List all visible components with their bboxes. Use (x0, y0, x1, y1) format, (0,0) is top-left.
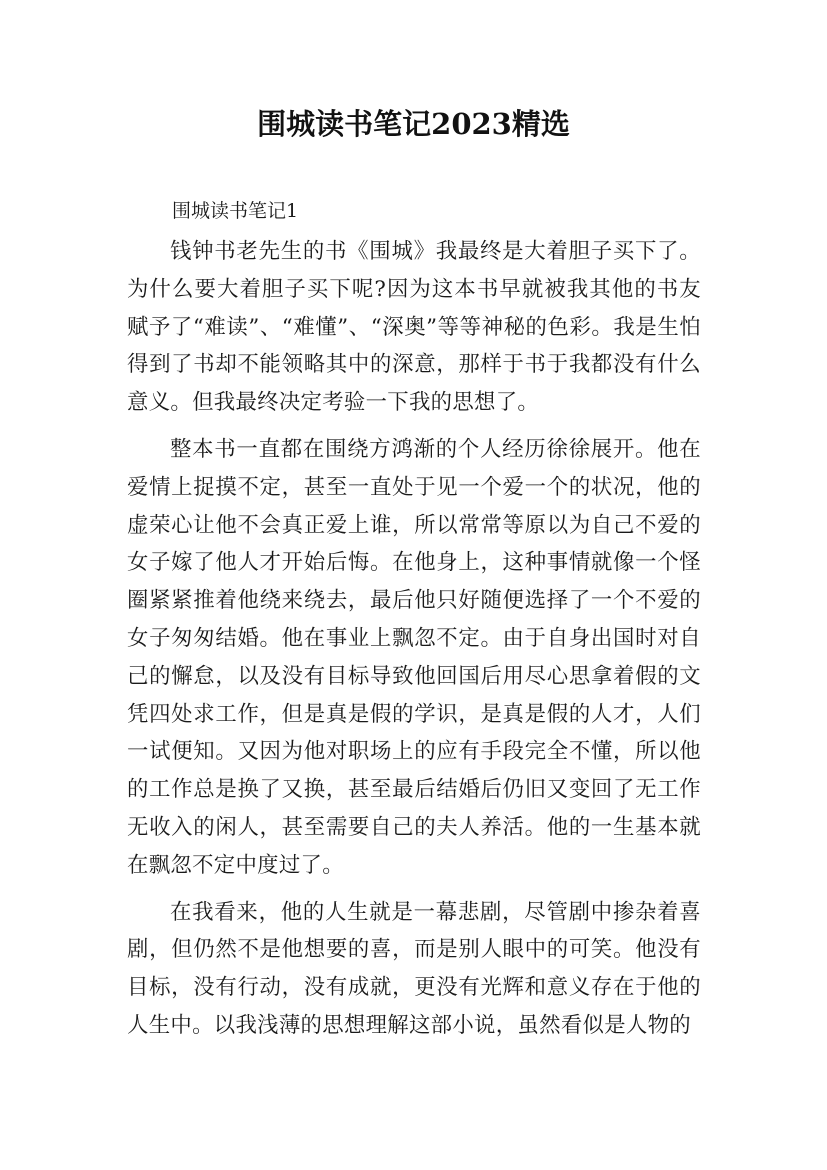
document-body (127, 233, 701, 1045)
section-heading: 围城读书笔记1 (172, 200, 299, 222)
paragraph-1: 钱钟书老先生的书《围城》我最终是大着胆子买下了。为什么要大着胆子买下呢?因为这本书早就被我其他的书友赋予了“难读”、“难懂”、“深奥”等等神秘的色彩。我是生怕得到了书却不能领略其中的深意，那样于书于我都没有什么意义。但我最终决定考验一下我的思想了。 (127, 239, 701, 416)
paragraph-3: 在我看来，他的人生就是一幕悲剧，尽管剧中掺杂着喜剧，但仍然不是他想要的喜，而是别人眼中的可笑。他没有目标，没有行动，没有成就，更没有光辉和意义存在于他的人生中。以我浅薄的思想理解这部小说，虽然看似是人物的 (127, 899, 701, 1038)
paragraph-2: 整本书一直都在围绕方鸿渐的个人经历徐徐展开。他在爱情上捉摸不定，甚至一直处于见一个爱一个的状况，他的虚荣心让他不会真正爱上谁，所以常常等原以为自己不爱的女子嫁了他人才开始后悔。在他身上，这种事情就像一个怪圈紧紧推着他绕来绕去，最后他只好随便选择了一个不爱的女子匆匆结婚。他在事业上飘忽不定。由于自身出国时对自己的懈怠，以及没有目标导致他回国后用尽心思拿着假的文凭四处求工作，但是真是假的学识，是真是假的人才，人们一试便知。又因为他对职场上的应有手段完全不懂，所以他的工作总是换了又换，甚至最后结婚后仍旧又变回了无工作无收入的闲人，甚至需要自己的夫人养活。他的一生基本就在飘忽不定中度过了。 (127, 436, 701, 878)
document-title: 围城读书笔记2023精选 (257, 107, 570, 141)
